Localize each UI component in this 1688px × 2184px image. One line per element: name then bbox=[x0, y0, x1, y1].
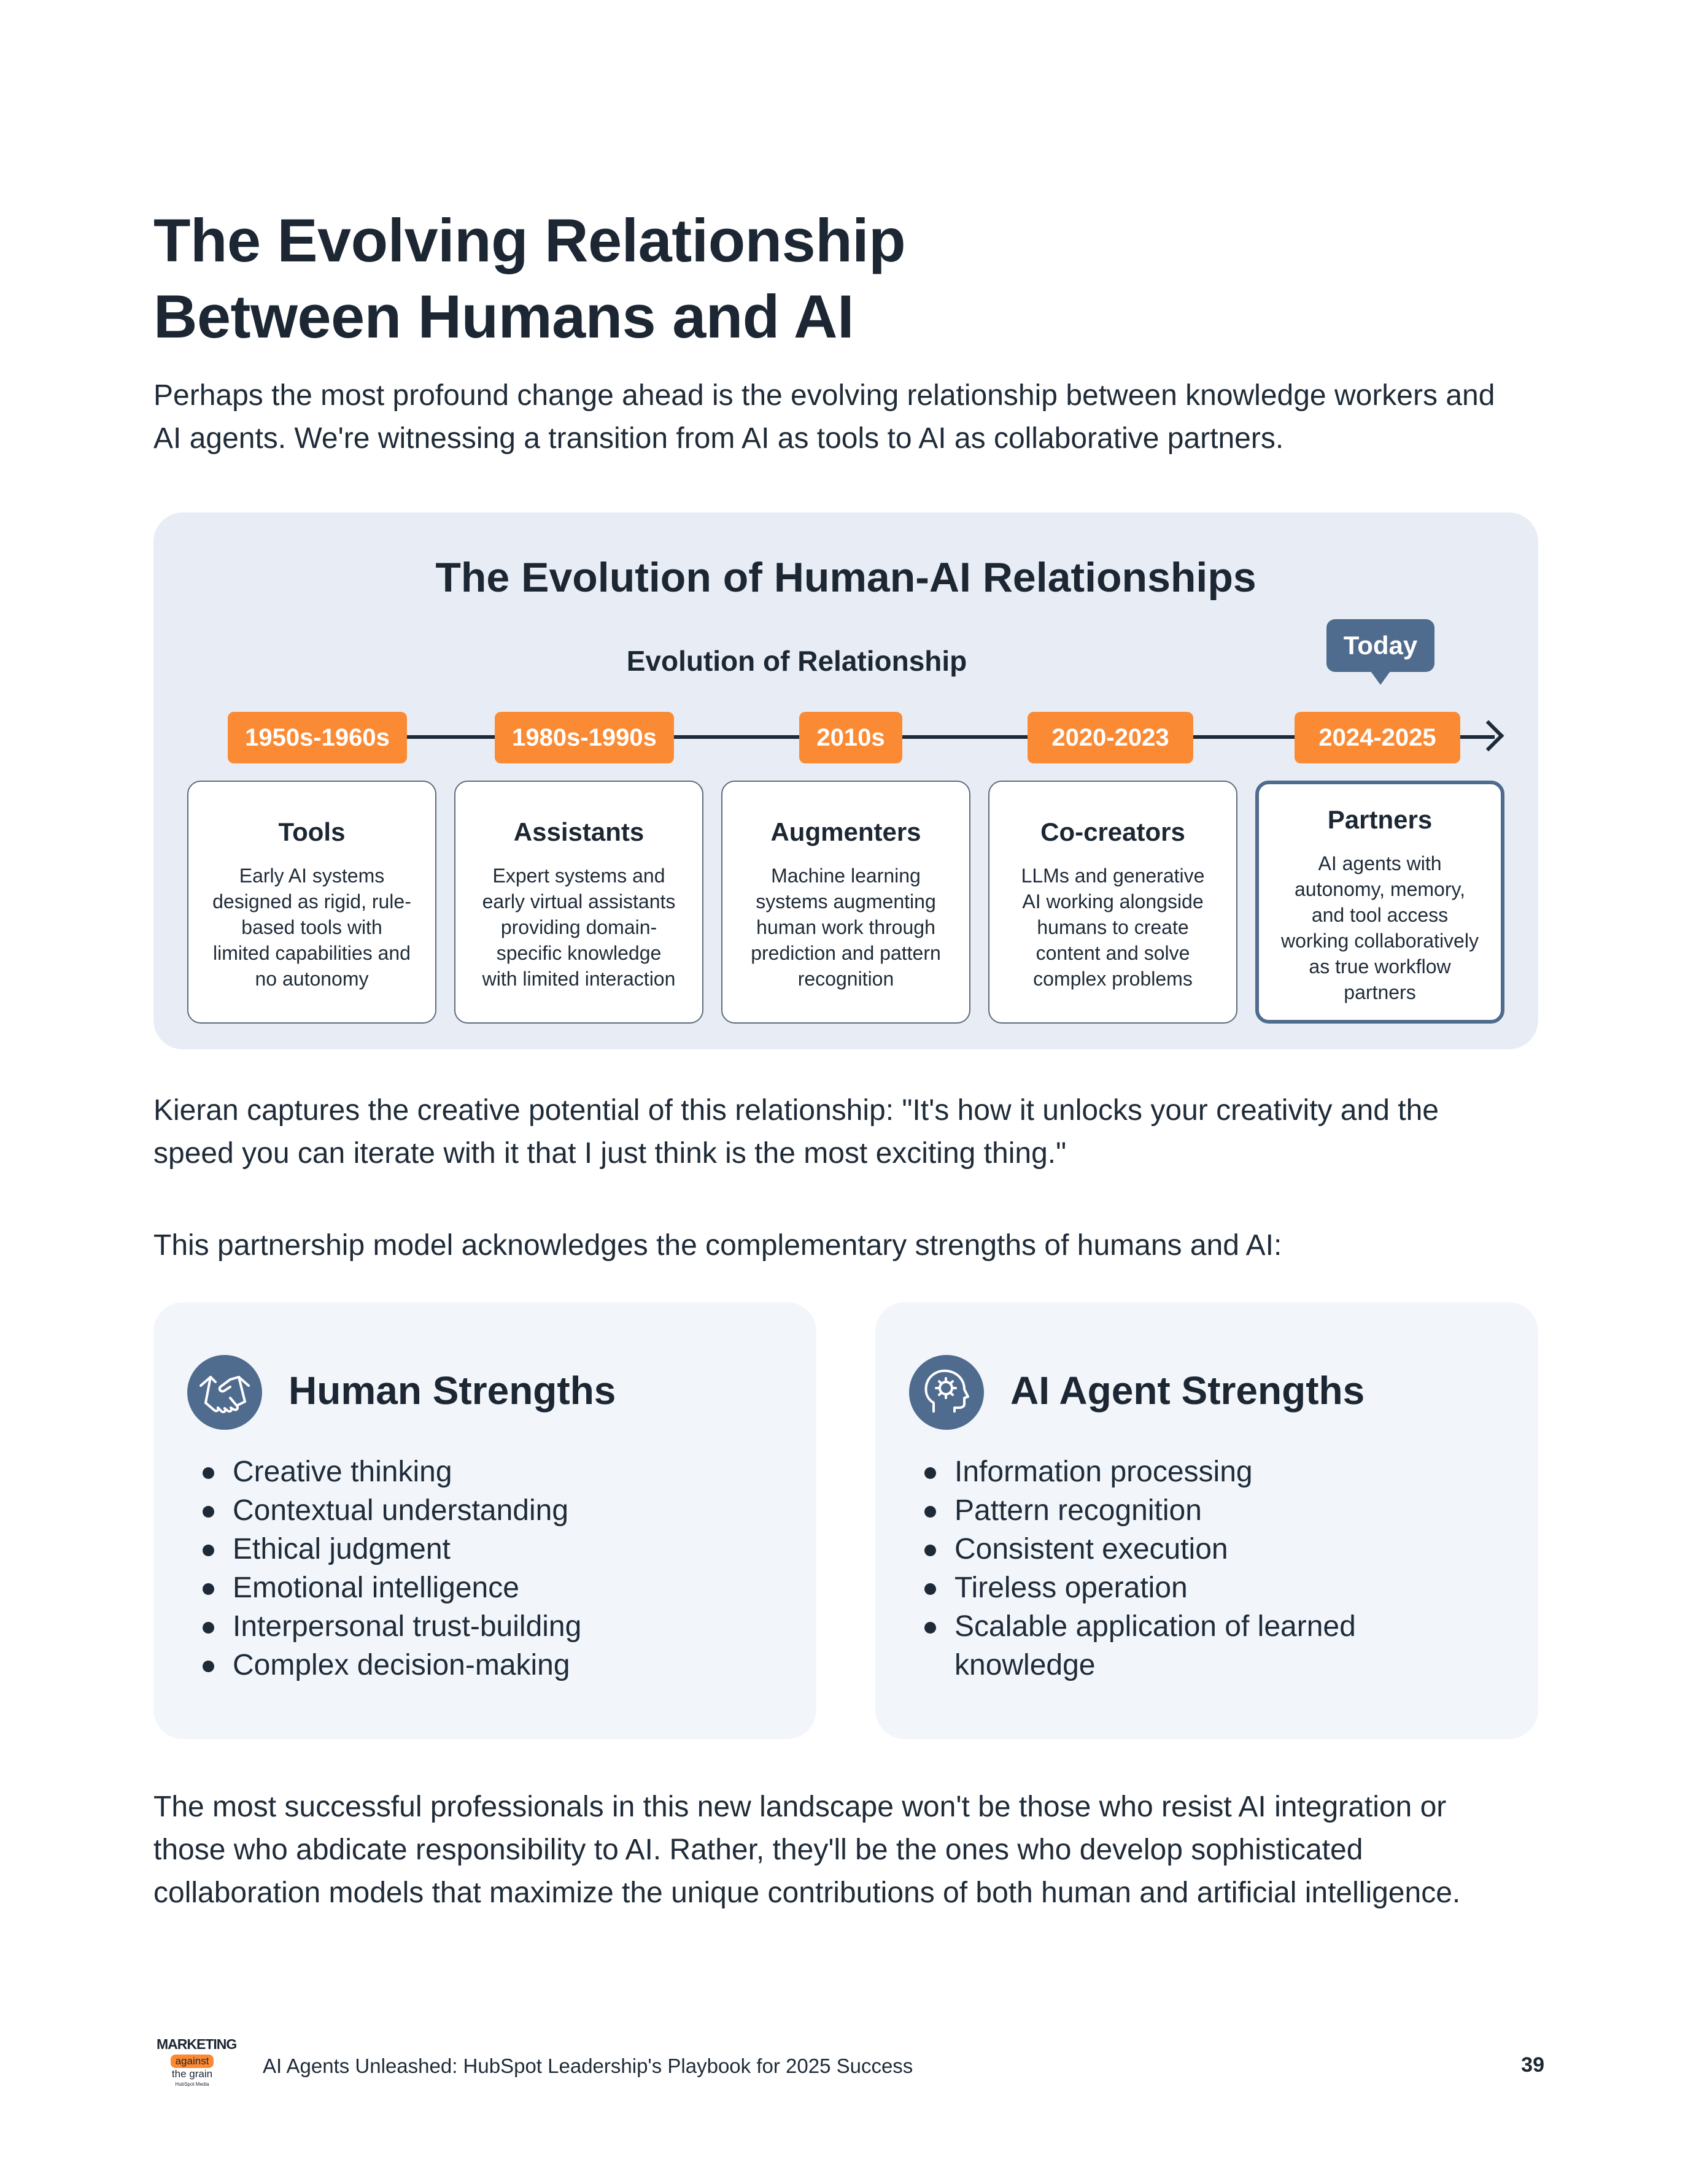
era-pill-1: 1950s-1960s bbox=[228, 712, 407, 763]
stage-description bbox=[1271, 851, 1489, 1005]
human-strengths-panel bbox=[153, 1302, 816, 1739]
stage-desc-line: based tools with bbox=[241, 916, 382, 938]
era-pill-3: 2010s bbox=[799, 712, 902, 763]
logo-line: the grain bbox=[171, 2068, 213, 2080]
stage-name: Augmenters bbox=[770, 817, 921, 846]
list-item: Information processing bbox=[924, 1453, 1514, 1491]
conclusion-line-3: collaboration models that maximize the unique contributions of both human and artificial intelligence. bbox=[153, 1877, 1461, 1909]
list-item: Tireless operation bbox=[924, 1569, 1514, 1607]
stage-description bbox=[207, 863, 417, 992]
stage-name: Assistants bbox=[513, 817, 645, 846]
era-pill-5: 2024-2025 bbox=[1295, 712, 1460, 763]
ai-strengths-list bbox=[924, 1453, 1514, 1684]
evolution-title: The Evolution of Human-AI Relationships bbox=[435, 554, 1256, 601]
conclusion-line-1: The most successful professionals in this new landscape won't be those who resist AI integration or bbox=[153, 1791, 1447, 1823]
stage-desc-line: and tool access bbox=[1311, 904, 1449, 926]
stage-desc-line: human work through bbox=[756, 916, 935, 938]
stage-name: Co-creators bbox=[1040, 817, 1185, 846]
era-pill-4: 2020-2023 bbox=[1028, 712, 1193, 763]
list-item: Emotional intelligence bbox=[203, 1569, 792, 1607]
quote-line-1: Kieran captures the creative potential of this relationship: "It's how it unlocks your creativity and the bbox=[153, 1094, 1439, 1127]
ai-head-icon bbox=[909, 1355, 984, 1430]
logo-line: against bbox=[171, 2055, 214, 2068]
stage-desc-line: autonomy, memory, bbox=[1294, 878, 1465, 900]
stage-desc-line: partners bbox=[1344, 981, 1416, 1003]
quote-line-2: speed you can iterate with it that I just think is the most exciting thing." bbox=[153, 1137, 1067, 1170]
conclusion-line-2: those who abdicate responsibility to AI. Rather, they'll be the ones who develop sophisticated bbox=[153, 1834, 1363, 1866]
stage-card-partners bbox=[1255, 781, 1504, 1024]
stage-name: Tools bbox=[278, 817, 346, 846]
quote-paragraph bbox=[153, 1089, 1439, 1175]
stage-desc-line: prediction and pattern bbox=[751, 942, 941, 964]
stage-card-tools bbox=[187, 781, 436, 1024]
intro-line-1: Perhaps the most profound change ahead is the evolving relationship between knowledge workers and bbox=[153, 379, 1495, 412]
list-item: Complex decision-making bbox=[203, 1646, 792, 1684]
stage-desc-line: Early AI systems bbox=[239, 865, 385, 887]
page-title-line-1: The Evolving Relationship bbox=[153, 206, 906, 274]
stage-desc-line: recognition bbox=[797, 968, 894, 990]
footer-title: AI Agents Unleashed: HubSpot Leadership's Playbook for 2025 Success bbox=[263, 2055, 913, 2077]
partnership-intro: This partnership model acknowledges the complementary strengths of humans and AI: bbox=[153, 1229, 1282, 1262]
list-item: Creative thinking bbox=[203, 1453, 792, 1491]
logo-line: HubSpot Media bbox=[175, 2082, 209, 2087]
stage-desc-line: designed as rigid, rule- bbox=[212, 890, 411, 913]
list-item: Ethical judgment bbox=[203, 1530, 792, 1569]
human-strengths-heading: Human Strengths bbox=[288, 1368, 616, 1413]
timeline-arrow-icon bbox=[1473, 720, 1504, 752]
stage-desc-line: content and solve bbox=[1036, 942, 1190, 964]
stage-desc-line: early virtual assistants bbox=[482, 890, 676, 913]
stage-desc-line: no autonomy bbox=[255, 968, 369, 990]
stage-name: Partners bbox=[1327, 805, 1433, 834]
stage-card-augmenters bbox=[721, 781, 970, 1024]
evolution-subtitle: Evolution of Relationship bbox=[626, 645, 967, 677]
stage-desc-line: Machine learning bbox=[771, 865, 921, 887]
today-badge: Today bbox=[1326, 619, 1434, 672]
ai-strengths-heading: AI Agent Strengths bbox=[1010, 1368, 1365, 1413]
era-pill-2: 1980s-1990s bbox=[495, 712, 674, 763]
list-item: Interpersonal trust-building bbox=[203, 1607, 792, 1646]
today-badge-pointer bbox=[1371, 671, 1390, 685]
stage-desc-line: working collaboratively bbox=[1281, 930, 1479, 952]
list-item: Scalable application of learned bbox=[924, 1607, 1514, 1646]
stage-description bbox=[474, 863, 684, 992]
stage-desc-line: AI working alongside bbox=[1022, 890, 1204, 913]
logo-line: MARKETING bbox=[157, 2036, 237, 2052]
handshake-icon bbox=[187, 1355, 262, 1430]
stage-desc-line: limited capabilities and bbox=[213, 942, 411, 964]
stage-desc-line: as true workflow bbox=[1309, 955, 1451, 978]
conclusion-paragraph bbox=[153, 1786, 1460, 1915]
stage-desc-line: humans to create bbox=[1037, 916, 1189, 938]
list-item-continuation: knowledge bbox=[954, 1649, 1096, 1681]
stage-desc-line: AI agents with bbox=[1318, 852, 1442, 874]
intro-paragraph bbox=[153, 374, 1495, 460]
evolution-panel bbox=[153, 512, 1538, 1049]
intro-line-2: AI agents. We're witnessing a transition from AI as tools to AI as collaborative partners. bbox=[153, 422, 1284, 455]
list-item: Consistent execution bbox=[924, 1530, 1514, 1569]
stage-desc-line: LLMs and generative bbox=[1021, 865, 1205, 887]
stage-description bbox=[741, 863, 951, 992]
human-strengths-list bbox=[203, 1453, 792, 1684]
stage-desc-line: providing domain- bbox=[500, 916, 657, 938]
stage-description bbox=[1008, 863, 1218, 992]
list-item: Contextual understanding bbox=[203, 1491, 792, 1530]
stage-desc-line: specific knowledge bbox=[496, 942, 662, 964]
stage-card-assistants bbox=[454, 781, 703, 1024]
stage-desc-line: complex problems bbox=[1033, 968, 1193, 990]
page-title bbox=[153, 203, 1258, 355]
stage-card-co-creators bbox=[988, 781, 1237, 1024]
stage-desc-line: Expert systems and bbox=[492, 865, 665, 887]
page-number: 39 bbox=[1521, 2053, 1544, 2077]
ai-strengths-panel bbox=[875, 1302, 1538, 1739]
stage-desc-line: systems augmenting bbox=[756, 890, 936, 913]
page-title-line-2: Between Humans and AI bbox=[153, 282, 854, 350]
marketing-against-the-grain-logo bbox=[157, 2036, 237, 2096]
stage-desc-line: with limited interaction bbox=[482, 968, 676, 990]
list-item: Pattern recognition bbox=[924, 1491, 1514, 1530]
